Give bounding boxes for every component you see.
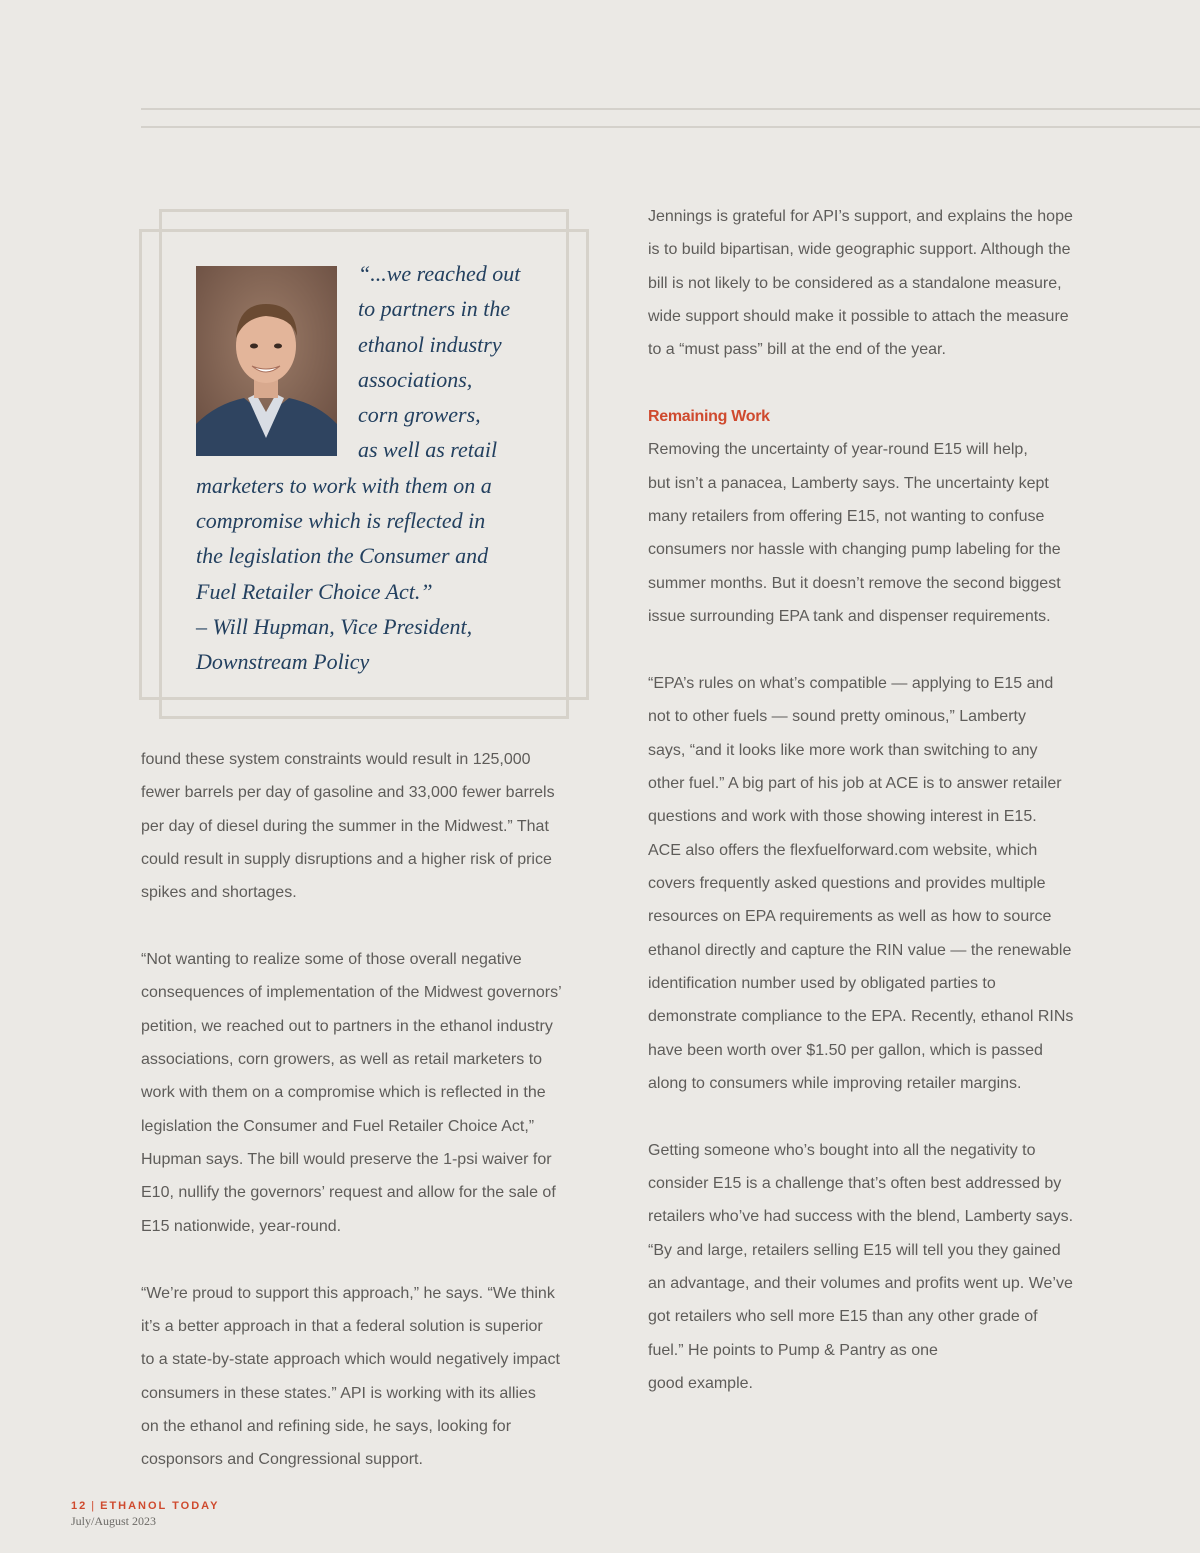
body-line: “By and large, retailers selling E15 will tell you they gained [648,1241,1061,1259]
body-line: could result in supply disruptions and a higher risk of price [141,851,552,869]
paragraph-gap [648,367,1073,400]
body-line: consumers nor hassle with changing pump labeling for the [648,541,1061,559]
pull-quote-line: marketers to work with them on a [196,472,492,498]
body-line: but isn’t a panacea, Lamberty says. The uncertainty kept [648,474,1049,492]
body-line: bill is not likely to be considered as a standalone measure, [648,274,1062,292]
body-line: petition, we reached out to partners in the ethanol industry [141,1017,553,1035]
body-line: ACE also offers the flexfuelforward.com website, which [648,841,1038,859]
body-line: summer months. But it doesn’t remove the second biggest [648,574,1061,592]
body-line: good example. [648,1375,753,1393]
body-line: says, “and it looks like more work than switching to any [648,741,1038,759]
paragraph-gap [141,1243,562,1276]
body-line: Getting someone who’s bought into all the negativity to [648,1141,1036,1159]
body-line: is to build bipartisan, wide geographic support. Although the [648,241,1071,259]
body-line: Hupman says. The bill would preserve the 1-psi waiver for [141,1151,552,1169]
body-line: found these system constraints would result in 125,000 [141,751,531,768]
body-line: consequences of implementation of the Midwest governors’ [141,984,562,1002]
issue-date: July/August 2023 [71,1514,157,1528]
body-line: resources on EPA requirements as well as how to source [648,908,1052,926]
footer-separator: | [91,1500,97,1512]
body-line: other fuel.” A big part of his job at ACE is to answer retailer [648,774,1062,792]
pull-quote-line: to partners in the [358,296,511,322]
page-number: 12 [71,1500,88,1512]
header-rule-top [141,108,1200,110]
pull-quote-line: Fuel Retailer Choice Act.” [196,578,433,604]
pull-quote-line: the legislation the Consumer and [196,543,489,569]
body-line: demonstrate compliance to the EPA. Recently, ethanol RINs [648,1008,1074,1026]
right-column-body [648,200,1073,1400]
body-line: to a “must pass” bill at the end of the year. [648,341,946,359]
body-line: along to consumers while improving retailer margins. [648,1074,1022,1092]
body-line: identification number used by obligated parties to [648,974,996,992]
body-line: spikes and shortages. [141,884,297,902]
paragraph-gap [141,910,562,943]
page-footer [71,1500,219,1529]
pull-quote [196,256,556,680]
body-line: consumers in these states.” API is working with its allies [141,1384,536,1402]
paragraph-gap [648,1100,1073,1133]
body-line: retailers who’ve had success with the blend, Lamberty says. [648,1208,1074,1226]
paragraph-gap [648,633,1073,666]
body-line: issue surrounding EPA tank and dispenser requirements. [648,608,1051,626]
pull-quote-line: ethanol industry [358,331,502,357]
body-line: per day of diesel during the summer in the Midwest.” That [141,817,549,835]
pull-quote-attribution: Downstream Policy [196,649,370,675]
body-line: it’s a better approach in that a federal solution is superior [141,1317,543,1335]
body-line: fuel.” He points to Pump & Pantry as one [648,1341,938,1359]
body-line: to a state-by-state approach which would negatively impact [141,1351,560,1369]
header-rule-bottom [141,126,1200,128]
publication-name: ETHANOL TODAY [100,1500,220,1512]
pull-quote-line: “...we reached out [358,261,521,286]
body-line: work with them on a compromise which is reflected in the [141,1084,546,1102]
body-line: Removing the uncertainty of year-round E15 will help, [648,441,1028,459]
body-line: E10, nullify the governors’ request and allow for the sale of [141,1184,556,1202]
body-line: legislation the Consumer and Fuel Retailer Choice Act,” [141,1117,535,1135]
body-line: many retailers from offering E15, not wanting to confuse [648,508,1045,526]
pull-quote-line: associations, [358,366,473,392]
footer-folio [71,1500,219,1512]
body-line: “EPA’s rules on what’s compatible — applying to E15 and [648,674,1054,692]
body-line: questions and work with those showing interest in E15. [648,808,1037,826]
pull-quote-line: compromise which is reflected in [196,508,486,534]
pull-quote-line: corn growers, [358,402,481,428]
body-line: consider E15 is a challenge that’s often best addressed by [648,1174,1062,1192]
body-line: not to other fuels — sound pretty ominous,” Lamberty [648,708,1026,726]
body-line: on the ethanol and refining side, he says, looking for [141,1417,512,1435]
body-line: have been worth over $1.50 per gallon, which is passed [648,1041,1043,1059]
body-line: got retailers who sell more E15 than any other grade of [648,1308,1038,1326]
body-line: wide support should make it possible to attach the measure [648,308,1069,326]
body-line: cosponsors and Congressional support. [141,1451,423,1469]
body-line: “We’re proud to support this approach,” he says. “We think [141,1284,555,1302]
body-line: covers frequently asked questions and provides multiple [648,874,1046,892]
pull-quote-attribution: – Will Hupman, Vice President, [196,613,473,639]
body-line: E15 nationwide, year-round. [141,1217,342,1235]
body-line: an advantage, and their volumes and profits went up. We’ve [648,1275,1073,1292]
body-line: associations, corn growers, as well as retail marketers to [141,1051,543,1069]
body-line: Jennings is grateful for API’s support, and explains the hope [648,208,1073,225]
pull-quote-line: as well as retail [358,437,498,463]
body-line: “Not wanting to realize some of those overall negative [141,951,522,969]
body-line: fewer barrels per day of gasoline and 33,000 fewer barrels [141,784,555,802]
left-column-body [141,743,562,1477]
body-line: ethanol directly and capture the RIN value — the renewable [648,941,1072,959]
section-heading-remaining-work: Remaining Work [648,408,770,426]
